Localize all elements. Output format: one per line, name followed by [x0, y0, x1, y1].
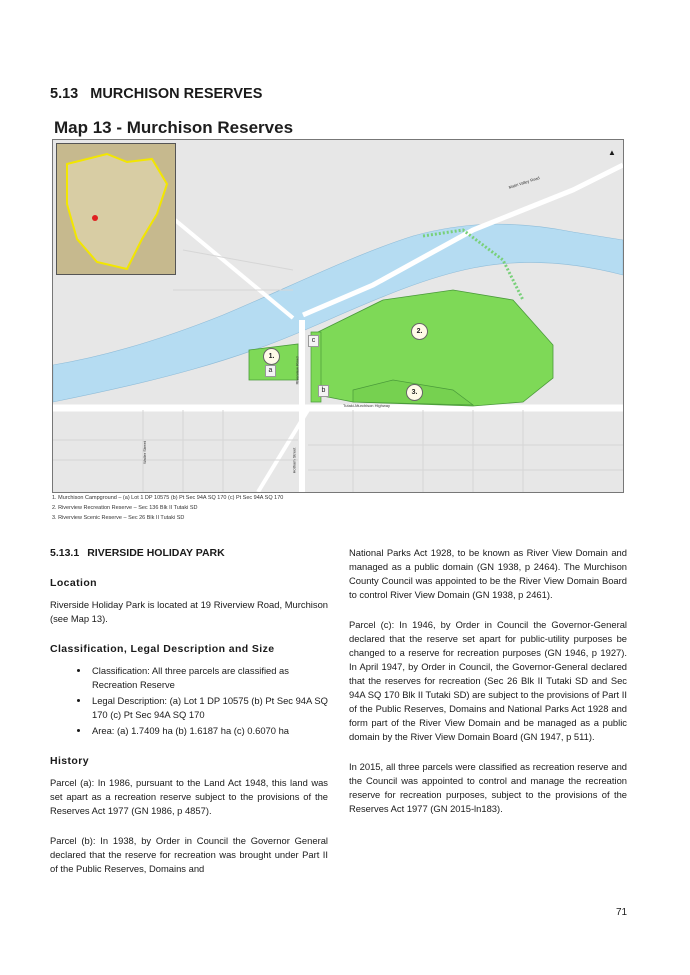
section-title — [50, 86, 262, 102]
parcel-label-2: 2. — [411, 323, 428, 340]
road-label-highway: Tutaki-Murchison Highway — [343, 403, 390, 408]
classification-item: • Classification: All three parcels are classified as Recreation Reserve — [90, 664, 328, 692]
history-2015: In 2015, all three parcels were classified as recreation reserve and the Council was appointed to control and manage the recreation reserve for recreation purposes, subject to the provisions of the Reserves Act 1977 (GN 2015-ln183). — [349, 761, 627, 814]
classification-list — [50, 664, 328, 738]
parcel-letter-b: b — [318, 385, 329, 397]
north-arrow-icon: ▲ — [608, 148, 616, 157]
right-column — [349, 546, 627, 832]
location-text: Riverside Holiday Park is located at 19 Riverview Road, Murchison (see Map 13). — [50, 599, 328, 624]
location-heading: Location — [50, 577, 97, 589]
section-number: 5.13 — [50, 86, 79, 102]
history-parcel-b: Parcel (b): In 1938, by Order in Council the Governor General declared that the reserve for recreation was brought under Part II of the Public Reserves, Domains and — [50, 835, 328, 874]
reserves-map — [52, 139, 624, 493]
section-heading: MURCHISON RESERVES — [90, 86, 263, 102]
road-label-riverview: Riverview Road — [294, 356, 300, 385]
history-parcel-b-continued: National Parks Act 1928, to be known as River View Domain and managed as a public domain (GN 1938, p 2464). The Murchison County Council was appointed to be the River View Domain Board to control River View Domain (GN 1938, p 2461). — [349, 547, 627, 600]
legal-description-item: • Legal Description: (a) Lot 1 DP 10575 (b) Pt Sec 94A SQ 170 (c) Pt Sec 94A SQ 170 — [90, 694, 328, 722]
locator-inset — [56, 143, 176, 275]
legend-item-1: 1. Murchison Campground – (a) Lot 1 DP 10575 (b) Pt Sec 94A SQ 170 (c) Pt Sec 94A SQ 170 — [52, 495, 284, 501]
history-parcel-c: Parcel (c): In 1946, by Order in Council the Governor-General declared that the reserve set apart for public-utility purposes be changed to a reserve for recreation purposes (GN 1946, p 1927). In April 1947, by Order in Council, the Governor-General declared that the reserves for recreation (Sec 26 Blk II Tutaki SD and Sec 94A SQ 170 Blk II Tutaki SD) are subject to the provisions of Part II of the Public Reserves, Domains and National Parks Act 1928 and form part of the River View Domain and be managed as a public domain by the River View Domain Board (GN 1947, p 511). — [349, 619, 627, 742]
road-label-matiri: Matiri Valley Road — [508, 175, 541, 190]
road-label-hotham: Hotham Street — [291, 447, 297, 474]
legend-item-2: 2. Riverview Recreation Reserve – Sec 136 Blk II Tutaki SD — [52, 505, 198, 511]
parcel-label-1: 1. — [263, 348, 280, 365]
murchison-marker — [92, 215, 98, 221]
legend-item-3: 3. Riverview Scenic Reserve – Sec 26 Blk II Tutaki SD — [52, 515, 185, 521]
parcel-letter-a: a — [265, 365, 276, 377]
history-parcel-a: Parcel (a): In 1986, pursuant to the Land Act 1948, this land was set apart as a recreation reserve subject to the provisions of the Reserves Act 1977 (GN 1986, p 4857). — [50, 777, 328, 816]
parcel-letter-c: c — [308, 335, 319, 347]
classification-heading: Classification, Legal Description and Size — [50, 643, 275, 655]
map-title: Map 13 - Murchison Reserves — [54, 118, 294, 137]
area-item: • Area: (a) 1.7409 ha (b) 1.6187 ha (c) 0.6070 ha — [90, 724, 328, 738]
history-heading: History — [50, 755, 89, 767]
subsection-heading: RIVERSIDE HOLIDAY PARK — [87, 547, 225, 559]
inset-graphic — [57, 144, 175, 274]
left-column — [50, 546, 328, 892]
parcel-label-3: 3. — [406, 384, 423, 401]
map-legend — [52, 493, 283, 523]
subsection-title — [50, 546, 328, 560]
page-number: 71 — [616, 907, 628, 918]
subsection-number: 5.13.1 — [50, 547, 80, 559]
road-label-waller: Waller Street — [141, 441, 147, 464]
